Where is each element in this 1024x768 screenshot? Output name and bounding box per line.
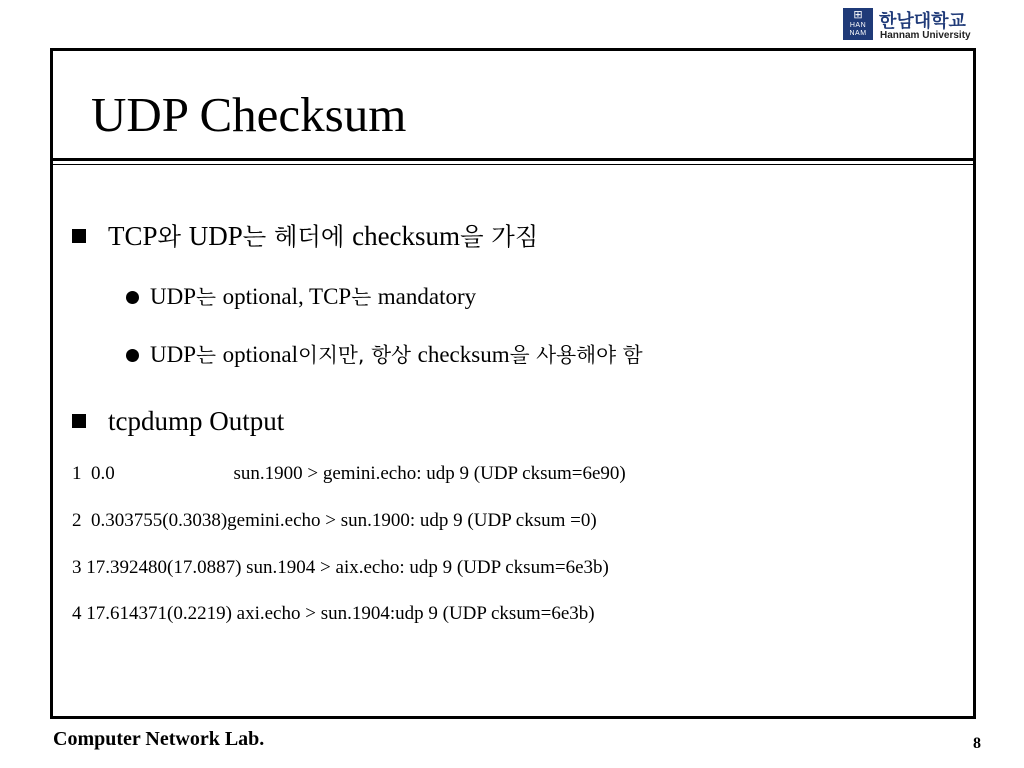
- tcpdump-line: 4 17.614371(0.2219) axi.echo > sun.1904:udp 9 (UDP cksum=6e3b): [72, 603, 595, 624]
- footer-lab-name: Computer Network Lab.: [53, 728, 265, 750]
- title-divider-thin: [53, 164, 973, 165]
- square-bullet-icon: [72, 414, 86, 428]
- round-bullet-icon: [126, 291, 139, 304]
- bullet-text: UDP는 optional, TCP는 mandatory: [150, 284, 477, 309]
- tcpdump-line: 2 0.303755(0.3038)gemini.echo > sun.1900: udp 9 (UDP cksum =0): [72, 510, 597, 531]
- round-bullet-icon: [126, 349, 139, 362]
- title-divider-thick: [53, 158, 973, 161]
- bullet-text: UDP는 optional이지만, 항상 checksum을 사용해야 함: [150, 342, 643, 367]
- bullet-text: tcpdump Output: [108, 406, 285, 436]
- university-logo: [843, 6, 983, 44]
- logo-name-english: Hannam University: [880, 30, 971, 41]
- slide-title: UDP Checksum: [91, 87, 407, 142]
- logo-name-korean: 한남대학교: [879, 11, 966, 32]
- page-number: 8: [973, 735, 981, 752]
- tcpdump-line: 1 0.0 sun.1900 > gemini.echo: udp 9 (UDP cksum=6e90): [72, 463, 626, 484]
- university-emblem-icon: ⊞ HAN NAM: [843, 8, 873, 40]
- tcpdump-line: 3 17.392480(17.0887) sun.1904 > aix.echo: udp 9 (UDP cksum=6e3b): [72, 557, 609, 578]
- slide-frame: [50, 48, 976, 719]
- square-bullet-icon: [72, 229, 86, 243]
- bullet-text: TCP와 UDP는 헤더에 checksum을 가짐: [108, 221, 539, 251]
